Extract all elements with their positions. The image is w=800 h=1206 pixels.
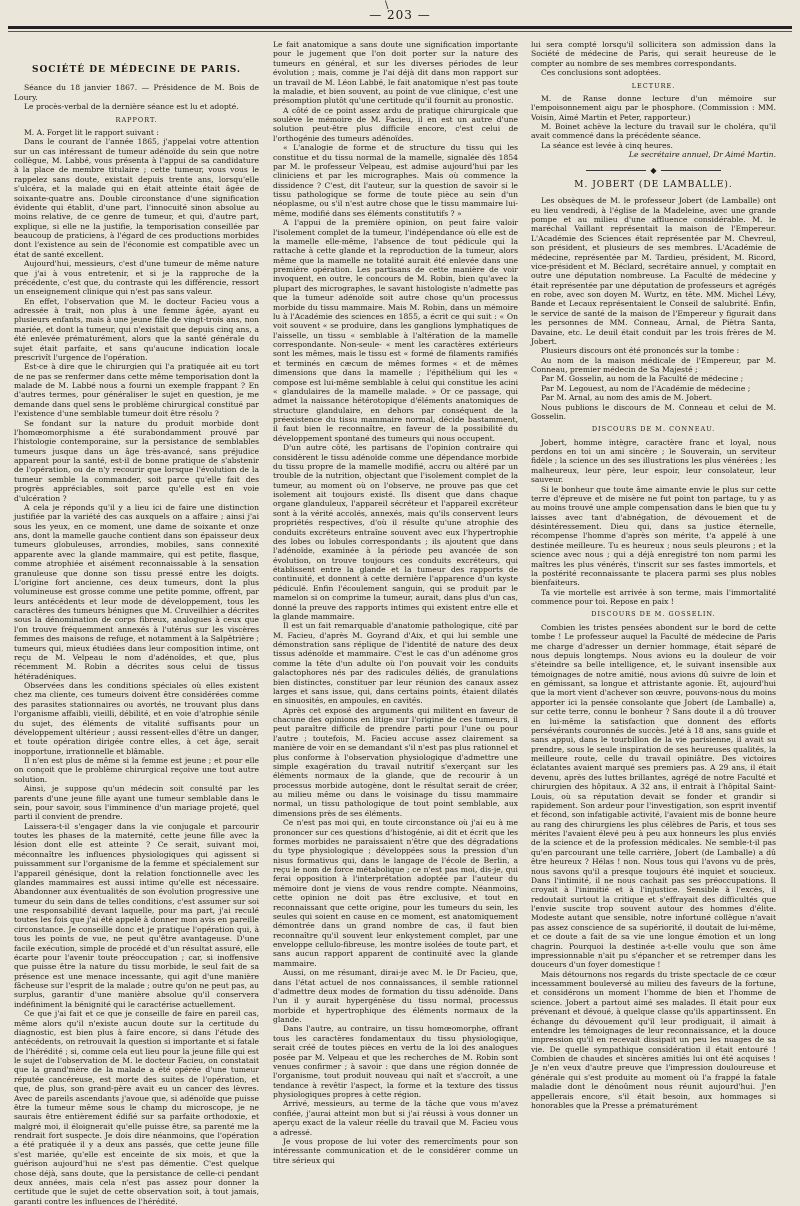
- paragraph: Ta vie mortelle est arrivée à son terme, mais l'immortalité commence pour toi. Repose en paix !: [531, 587, 776, 606]
- section-divider: [531, 166, 776, 175]
- paragraph: En effet, l'observation que M. le docteur Facieu vous a adressée à trait, non plus à une femme âgée, ayant eu plusieurs enfants, mais à une jeune fille de vingt-trois ans, non mariée, et dont la tumeur, qui n'existait que depuis cinq ans, a été enlevée prématurément, alors que la santé générale du sujet était parfaite, et sans qu'aucune indication locale prescrivît l'urgence de l'opération.: [14, 296, 259, 362]
- paragraph: Si le bonheur que toute âme aimante envie le plus sur cette terre d'épreuve et de misère ne fut point ton partage, tu y as au moins trouvé une ample compensation dans le bien que tu y laisses avec tant d'abnégation, de dévouement et de désintéressement. Dieu qui, dans sa justice éternelle, récompense l'homme d'après son mérite, t'a appelé à une destinée meilleure. Tu es heureux ; nous seuls pleurons ; et la science avec nous ; qui a déjà enregistré ton nom parmi les maîtres les plus vénérés, t'inscrit sur ses fastes immortels, et la postérité reconnaissante te placera parmi ses plus nobles bienfaiteurs.: [531, 484, 776, 588]
- paragraph: Est-ce à dire que le chirurgien qui l'a pratiquée ait eu tort de ne pas se renfermer dans cette même temporisation dont la malade de M. Labbé nous a fourni un exemple frappant ? En d'autres termes, pour généraliser le sujet en question, je me demande dans quel sens le problème chirurgical constitué par l'existence d'une semblable tumeur doit être résolu ?: [14, 362, 259, 419]
- paragraph: M. Boinet achève la lecture du travail sur le choléra, qu'il avait commencé dans la précédente séance.: [531, 122, 776, 141]
- conneau-speech: [531, 438, 776, 607]
- rapport-body: [14, 128, 259, 1206]
- lecture-heading: LECTURE.: [631, 81, 676, 90]
- paragraph: Je vous propose de lui voter des remercîments pour son intéressante communication et de le considérer comme un titre sérieux qui: [273, 1136, 518, 1165]
- paragraph: Ainsi, je suppose qu'un médecin soit consulté par les parents d'une jeune fille ayant une tumeur semblable dans le sein, pour savoir, sous l'imminence d'un mariage projeté, quel parti il convient de prendre.: [14, 784, 259, 822]
- paragraph: Nous publions le discours de M. Conneau et celui de M. Gosselin.: [531, 402, 776, 421]
- paragraph: Par M. Legouest, au nom de l'Académie de médecine ;: [541, 383, 751, 393]
- rapport-heading: RAPPORT.: [115, 115, 158, 124]
- paragraph: A côté de ce point assez ardu de pratique chirurgicale que soulève le mémoire de M. Facieu, il en est un autre d'une solution peut-être plus difficile encore, c'est celui de l'orthogénie des tumeurs adénoïdes.: [273, 105, 518, 143]
- paragraph: lui sera compté lorsqu'il sollicitera son admission dans la Société de médecine de Paris, qui serait heureuse de le compter au nombre de ses membres correspondants.: [531, 40, 776, 68]
- page-number: — 203 —: [369, 8, 431, 22]
- column-2: [273, 40, 518, 1185]
- paragraph: D'un autre côté, les partisans de l'opinion contraire qui considèrent le tissu adénoïde comme une dépendance morbide du tissu propre de la mamelle modifié, accru ou altéré par un trouble de la nutrition, objectant que l'isolement complet de la tumeur, au moment où on l'observe, ne prouve pas que cet isolement ait toujours existé. Ils disent que dans chaque organe glanduleux, l'appareil sécréteur et l'appareil excréteur sont à la vérité accolés, annexés, mais qu'ils conservent leurs propriétés respectives, d'où il résulte qu'une atrophie des conduits excréteurs entraîne souvent avec eux l'hypertrophie des lobes ou lobules correspondants ; ils ajoutent que dans l'adénoïde, examinée à la période peu avancée de son évolution, on trouve toujours ces conduits excréteurs, qui établissent entre la glande et la tumeur des rapports de continuité, et donnent à cette dernière l'apparence d'un kyste pédiculé. Enfin l'écoulement sanguin, qui se produit par le mamelon si on comprime la tumeur, aurait, dans plus d'un cas, donné la preuve des rapports intimes qui existent entre elle et la glande mammaire.: [273, 443, 518, 621]
- paragraph: Mais détournons nos regards du triste spectacle de ce cœur incessamment bouleversé au milieu des faveurs de la fortune, et considérons un moment l'homme de bien et l'homme de science. Jobert a partout aimé ses malades. Il était pour eux prévenant et dévoué, à quelque classe qu'ils appartinssent. En échange du dévouement qu'il leur prodiguait, il aimait à entendre les témoignages de leur reconnaissance, et la douce impression qu'il en recevait dissipait un peu les nuages de sa vie. De quelle sympathique considération il était entouré ! Combien de chaudes et sincères amitiés lui ont été acquises ! Je n'en veux d'autre preuve que l'impression douloureuse et générale qui s'est produite au moment où l'a frappé la fatale maladie dont le dénoûment nous réunit aujourd'hui. J'en appellerais encore, s'il était besoin, aux hommages si honorables que la Presse a prématurément: [531, 969, 776, 1110]
- obituary-body: [531, 196, 776, 421]
- header-rule-thick: [8, 26, 792, 29]
- paragraph: Jobert, homme intègre, caractère franc et loyal, nous perdons en toi un ami sincère ; le Souverain, un serviteur fidèle ; la science un des ses illustrations les plus vénérées ; les malheureux, leur père, leur espoir, leur consolateur, leur sauveur.: [531, 437, 776, 485]
- rapport-continued: [273, 40, 518, 1165]
- paragraph: Laissera-t-il s'engager dans la vie conjugale et parcourir toutes les phases de la maternité, cette jeune fille avec la lésion dont elle est atteinte ? Ce serait, suivant moi, méconnaître les influences physiologiques qui agissent si puissamment sur l'organisme de la femme et spécialement sur l'appareil génésique, dont la relation fonctionnelle avec les glandes mammaires est aussi intime qu'elle est nécessaire. Abandonner aux éventualités de son évolution progressive une tumeur du sein dans de telles conditions, c'est assumer sur soi une responsabilité devant laquelle, pour ma part, j'ai reculé toutes les fois que j'ai été appelé à donner mon avis en pareille circonstance. Je conseille donc et je pratique l'opération qui, à tous les points de vue, ne peut qu'être avantageuse. D'une facile exécution, simple de procédé et d'un résultat assuré, elle écarte pour l'avenir toute préoccupation ; car, si inoffensive que puisse être la nature du tissu morbide, le seul fait de sa présence est une menace incessante, qui agit d'une manière fâcheuse sur l'esprit de la malade ; outre qu'on ne peut pas, au surplus, garantir d'une manière absolue qu'il conservera indéfiniment la bénignité qui le caractérise actuellement.: [14, 821, 259, 1009]
- gosselin-speech: [531, 623, 776, 1111]
- paragraph: Aujourd'hui, messieurs, c'est d'une tumeur de même nature que j'ai à vous entretenir, et si je la rapproche de la précédente, c'est que, du contraste qui les différencie, ressort un enseignement clinique qui n'est pas sans valeur.: [14, 259, 259, 297]
- paragraph: M. A. Forget lit le rapport suivant :: [24, 127, 159, 137]
- paragraph: Observées dans les conditions spéciales où elles existent chez ma cliente, ces tumeurs doivent être considérées comme des parasites stationnaires ou avortés, ne trouvant plus dans l'organisme affaibli, vieilli, débilité, et en voie d'atrophie sénile du sujet, des éléments de vitalité suffisants pour un développement ultérieur ; aussi ressent-elles d'être un danger, et toute opération dirigée contre elles, à cet âge, serait inopportune, irrationnelle et blâmable.: [14, 681, 259, 756]
- divider-line-left: [586, 170, 646, 171]
- column-3: [531, 40, 776, 1185]
- rapport-conclusion: [531, 40, 776, 78]
- lecture-body: [531, 94, 776, 150]
- paragraph: Ce n'est pas moi qui, en toute circonstance où j'ai eu à me prononcer sur ces questions d'histogénie, ai dit et écrit que les formes morbides ne paraissaient n'être que des dégradations du type physiologique ; développées sous la pression d'un nisus formativus qui, dans le langage de l'école de Berlin, a reçu le nom de force métabolique ; ce n'est pas moi, dis-je, qui ferai opposition à l'interprétation adoptée par l'auteur du mémoire dont je viens de vous rendre compte. Néanmoins, cette opinion ne doit pas être exclusive, et tout en reconnaissant que cette origine, pour les tumeurs du sein, les seules qui soient en cause en ce moment, est anatomiquement démontrée dans un grand nombre de cas, il faut bien reconnaître qu'il souvent leur enkystement complet, par une enveloppe cellulo-fibreuse, les montre isolées de toute part, et sans aucun rapport apparent de continuité avec la glande mammaire.: [273, 818, 518, 968]
- secretary-signature: Le secrétaire annuel, Dr Aimé Martin.: [628, 150, 776, 160]
- society-title: SOCIÉTÉ DE MÉDECINE DE PARIS.: [31, 65, 242, 75]
- column-1: [14, 40, 259, 1206]
- paragraph: M. de Ranse donne lecture d'un mémoire sur l'empoisonnement aigu par le phosphore. (Commission : MM. Voisin, Aimé Martin et Peter, rapporteur.): [531, 93, 776, 122]
- divider-line-right: [661, 170, 721, 171]
- paragraph: Ce que j'ai fait et ce que je conseille de faire en pareil cas, même alors qu'il n'existe aucun doute sur la certitude du diagnostic, est bien plus à faire encore, si dans l'étude des antécédents, on retrouvait la question si importante et si fatale de l'hérédité ; si, comme cela eut lieu pour la jeune fille qui est le sujet de l'observation de M. le docteur Facieu, on constatait que la grand'mère de la malade a été opérée d'une tumeur réputée cancéreuse, est morte des suites de l'opération, et que, de plus, son grand-père avait eu un cancer des lèvres. Avec de pareils ascendants j'avoue que, si adénoïde que puisse être la tumeur même sous le champ du microscope, je ne saurais être entièrement édifié sur sa parfaite orthodoxie, et malgré moi, il éloignerait qu'elle puisse être, sa parenté me la rendrait fort suspecte. Je dois dire néanmoins, que l'opération a été pratiquée il y a deux ans passés, que cette jeune fille s'est mariée, qu'elle est enceinte de six mois, et que la guérison aujourd'hui ne s'est pas démentie. C'est quelque chose déjà, sans doute, que la persistance de celle-ci pendant deux années, mais cela n'est pas assez pour donner la certitude que le sujet de cette observation soit, à tout jamais, garanti contre les influences de l'hérédité.: [14, 1009, 259, 1206]
- gosselin-heading: DISCOURS DE M. GOSSELIN.: [591, 610, 716, 619]
- minutes-line: Le procès-verbal de la dernière séance est lu et adopté.: [24, 102, 239, 112]
- paragraph: Par M. Gosselin, au nom de la Faculté de médecine ;: [541, 374, 744, 384]
- paragraph: Dans l'autre, au contraire, un tissu homœomorphe, offrant tous les caractères fondamentaux du tissu physiologique, serait créé de toutes pièces en vertu de la loi des analogues posée par M. Velpeau et que les recherches de M. Robin sont venues confirmer ; à savoir : que dans une région donnée de l'organisme, tout produit nouveau qui naît et s'accroît, a une tendance à revêtir l'aspect, la forme et la texture des tissus physiologiques propres à cette région.: [273, 1024, 518, 1099]
- paragraph: Aussi, on me résumant, dirai-je avec M. le Dr Facieu, que, dans l'état actuel de nos connaissances, il semble rationnel d'admettre deux modes de formation du tissu adénoïde. Dans l'un il y aurait hypergénèse du tissu normal, processus morbide et hypertrophique des éléments normaux de la glande.: [273, 968, 518, 1024]
- paragraph: Le fait anatomique a sans doute une signification importante pour le jugement que l'on doit porter sur la nature des tumeurs en général, et sur les diverses périodes de leur évolution ; mais, comme je l'ai déjà dit dans mon rapport sur un travail de M. Léon Labbé, le fait anatomique n'est pas toute la maladie, et bien souvent, au point de vue clinique, c'est une présomption plutôt qu'une certitude qu'il fournit au pronostic.: [273, 40, 518, 106]
- obituary-title: M. JOBERT (DE LAMBALLE).: [574, 179, 733, 190]
- paragraph: Il n'en est plus de même si la femme est jeune ; et pour elle on conçoit que le problème chirurgical reçoive une tout autre solution.: [14, 756, 259, 784]
- paragraph: Plusieurs discours ont été prononcés sur la tombe :: [541, 346, 740, 356]
- session-line: Séance du 18 janvier 1867. — Présidence de M. Bois de Loury.: [14, 83, 259, 102]
- paragraph: Ces conclusions sont adoptées.: [541, 68, 661, 78]
- paragraph: Se fondant sur la nature du produit morbide dont l'homœomorphisme a été surabondamment prouvé par l'histologie contemporaine, sur la persistance de semblables tumeurs jusque dans un âge très-avancé, sans préjudice apparent pour la santé, est-il de bonne pratique de s'abstenir de l'opération, ou de n'y recourir que lorsque l'évolution de la tumeur semble la commander, soit parce qu'elle fait des progrès appréciables, soit parce qu'elle est en voie d'ulcération ?: [14, 418, 259, 503]
- paragraph: Dans le courant de l'année 1865, j'appelai votre attention sur un cas intéressant de tumeur adénoïde du sein que notre collègue, M. Labbé, vous présenta à l'appui de sa candidature à la place de membre titulaire ; cette tumeur, vous vous le rappelez sans doute, existait depuis trente ans, lorsqu'elle s'ulcéra, et la malade qui en était atteinte était âgée de soixante-quatre ans. Double circonstance d'une signification évidente qui établit, d'une part, l'innocuité sinon absolue au moins relative, de ce genre de tumeur, et qui, d'autre part, explique, si elle ne la justifie, la temporisation conseillée par beaucoup de praticiens, à l'égard de ces productions morbides dont l'existence au sein de l'économie est compatible avec un état de santé excellent.: [14, 137, 259, 259]
- paragraph: Au nom de la maison médicale de l'Empereur, par M. Conneau, premier médecin de Sa Majesté ;: [531, 355, 776, 374]
- paragraph: Les obsèques de M. le professeur Jobert (de Lamballe) ont eu lieu vendredi, à l'église de la Madeleine, avec une grande pompe et au milieu d'une affluence considérable. M. le maréchal Vaillant représentait la maison de l'Empereur. L'Académie des Sciences était représentée par M. Chevreul, son président, et plusieurs de ses membres. L'Académie de médecine, représentée par M. Tardieu, président, M. Ricord, vice-président et M. Béclard, secrétaire annuel, y comptait en outre une députation nombreuse. La Faculté de médecine y était représentée par une députation de professeurs et agrégés en robe, avec son doyen M. Wurtz, en tête. MM. Michel Lévy, Bande et Lecaux représentaient le Conseil de salubrité. Enfin, le service de santé de la maison de l'Empereur y figurait dans les personnes de MM. Conneau, Arnal, de Piètra Santa, Davaine, etc. Le deuil était conduit par les trois frères de M. Jobert.: [531, 196, 776, 346]
- header-rule-thin: [8, 31, 792, 32]
- paragraph: « L'analogie de forme et de structure du tissu qui les constitue et du tissu normal de la mamelle, signalée dès 1854 par M. le professeur Velpeau, est admise aujourd'hui par les cliniciens et par les micrographes. Mais où commence la dissidence ? C'est, dit l'auteur, sur la question de savoir si le tissu pathologique se forme de toute pièce au sein d'un néoplasme, ou s'il n'est autre chose que le tissu mammaire lui-même, modifié dans ses éléments constitutifs ? »: [273, 143, 518, 218]
- paragraph: Combien les tristes pensées abondent sur le bord de cette tombe ! Le professeur auquel la Faculté de médecine de Paris me charge d'adresser un dernier hommage, était séparé de nous depuis longtemps. Nous avions eu la douleur de voir s'éteindre sa belle intelligence, et, le suivant insensible aux témoignages de notre amitié, nous avions dû suivre de loin et en gémissant, sa longue et attristante agonie. Et, aujourd'hui que la mort vient d'achever son œuvre, pouvons-nous du moins apporter ici la pensée consolante que Jobert (de Lamballe) a, sur cette terre, connu le bonheur ? Sans doute il a dû trouver en lui-même la satisfaction que donnent des efforts persévérants couronnés de succès. Jeté à 18 ans, sans guide et sans appui, dans le tourbillon de la vie parisienne, il avait su prendre, sous le seule inspiration de ses heureuses qualités, la meilleure route, celle du travail opiniâtre. Des victoires éclatantes avaient marqué ses premiers pas. A 29 ans, il était devenu, après des luttes brillantes, agrégé de notre Faculté et chirurgien des hôpitaux. A 32 ans, il entrait à l'hôpital Saint-Louis, où sa réputation devait se fonder et grandir si rapidement. Son ardeur pour l'investigation, son esprit inventif et fécond, son infatigable activité, l'avaient mis de bonne heure au rang des chirurgiens les plus célèbres de Paris, et tous ses mérites l'avaient élevé peu à peu aux honneurs les plus enviés de la science et de la profession médicales. Ne semble-t-il pas qu'en parcourant une telle carrière, Jobert (de Lamballe) a dû être heureux ? Hélas ! non. Nous tous qui l'avons vu de près, nous savons qu'il a presque toujours été inquiet et soucieux. Dans l'intimité, il ne nous cachait pas ses préoccupations. Il croyait à l'inimitié et à l'injustice. Sensible à l'excès, il redoutait surtout la critique et s'effrayait des difficultés que l'envie suscite trop souvent autour des hommes d'élite. Modeste autant que sensible, notre infortuné collègue n'avait pas assez conscience de sa supériorité, il doutait de lui-même, et ce doute a fait de sa vie une longue émotion et un long chagrin. Pourquoi la destinée a-t-elle voulu que son âme impressionnable n'ait pu s'épancher et se retremper dans les douceurs d'un foyer domestique !: [531, 622, 776, 970]
- paragraph: Il est un fait remarquable d'anatomie pathologique, cité par M. Facieu, d'après M. Goyrand d'Aix, et qui lui semble une démonstration sans réplique de l'identité de nature des deux tissus adénoïde et mammaire. C'est le cas d'un adénome gros comme la tête d'un adulte où l'on pouvait voir les conduits galactophores nés par des radicules déliés, de granulations bien distinctes, constituer par leur réunion des canaux assez larges et sans issue, qui, dans certains points, étaient dilatés en sinuosités, en ampoules, en cavités.: [273, 621, 518, 706]
- paragraph: Arrivé, messieurs, au terme de la tâche que vous m'avez confiée, j'aurai atteint mon but si j'ai réussi à vous donner un aperçu exact de la valeur réelle du travail que M. Facieu vous a adressé.: [273, 1099, 518, 1137]
- paragraph: Après cet exposé des arguments qui militent en faveur de chacune des opinions en litige sur l'origine de ces tumeurs, il peut paraître difficile de prendre parti pour l'une ou pour l'autre ; toutefois, M. Facieu accuse assez clairement sa manière de voir en se demandant s'il n'est pas plus rationnel et plus conforme à l'observation physiologique d'admettre une simple exagération du travail nutritif s'exerçant sur les éléments normaux de la glande, que de recourir à un processus morbide autogène, dont le résultat serait de créer, au milieu même ou dans le voisinage du tissu mammaire normal, un tissu pathologique de tout point semblable, aux dimensions près de ses éléments.: [273, 705, 518, 818]
- paragraph: Par M. Arnal, au nom des amis de M. Jobert.: [541, 393, 713, 403]
- paragraph: A cela je réponds qu'il y a lieu ici de faire une distinction justifiée par la variété des cas auxquels on a affaire ; ainsi j'ai sous les yeux, en ce moment, une dame de soixante et onze ans, dont la mamelle gauche contient dans son épaisseur deux tumeurs globuleuses, arrondies, mobiles, sans connexité apparente avec la glande mammaire, qui est petite, flasque, comme atrophiée et aisément reconnaissable à la sensation granuleuse que donne son tissu pressé entre les doigts. L'origine fort ancienne, ces deux tumeurs, dont la plus volumineuse est grosse comme une petite pomme, offrent, par leurs antécédents et leur mode de développement, tous les caractères des tumeurs bénignes que M. Cruveilhier a décrites sous la dénomination de corps fibreux, analogues à ceux que l'on trouve fréquemment annexés à l'utérus sur les viscères femmes des maisons de refuge, et notamment à la Salpêtrière ; tumeurs qui, mieux étudiées dans leur composition intime, ont reçu de M. Velpeau le nom d'adénoïdes, et que, plus récemment M. Robin a décrites sous celui de tissus hétéradéniques.: [14, 502, 259, 681]
- paragraph: A l'appui de la première opinion, on peut faire valoir l'isolement complet de la tumeur, l'indépendance où elle est de la mamelle elle-même, l'absence de tout pédicule qui la rattache à cette glande et la reproduction de la tumeur, alors même que la mamelle ne totalité aurait été enlevée dans une première opération. Les partisans de cette manière de voir invoquent, en outre, le concours de M. Robin, bien qu'avec la plupart des micrographes, le savant histologiste n'admette pas que la tumeur adénoïde soit autre chose qu'un processus morbide du tissu mammaire. Mais M. Robin, dans un mémoire lu à l'Académie des sciences en 1855, a écrit ce qui suit : « On voit souvent « se produire, dans les ganglions lymphatiques de l'aisselle, un tissu « semblable à l'altération de la mamelle correspondante. Non-seule- « ment les caractères extérieurs sont les mêmes, mais le tissu est « formé de filaments ramifiés et terminés en cæcum de mêmes formes « et de mêmes dimensions que dans la mamelle ; l'épithélium qui les « compose est lui-même semblable à celui qui constitue les acini « glandulaires de la mamelle malade. » Or ce passage, qui admet la naissance hétérotopique d'éléments anatomiques de structure glandulaire, en dehors par conséquent de la préexistence du tissu mammaire normal, décide bastamment, il faut bien le reconnaître, en faveur de la possibilité du développement spontané des tumeurs qui nous occupent.: [273, 218, 518, 443]
- divider-ornament: ◆: [650, 165, 657, 175]
- paragraph: La séance est levée à cinq heures.: [541, 140, 673, 150]
- top-mark: \: [385, 0, 389, 11]
- conneau-heading: DISCOURS DE M. CONNEAU.: [591, 425, 716, 434]
